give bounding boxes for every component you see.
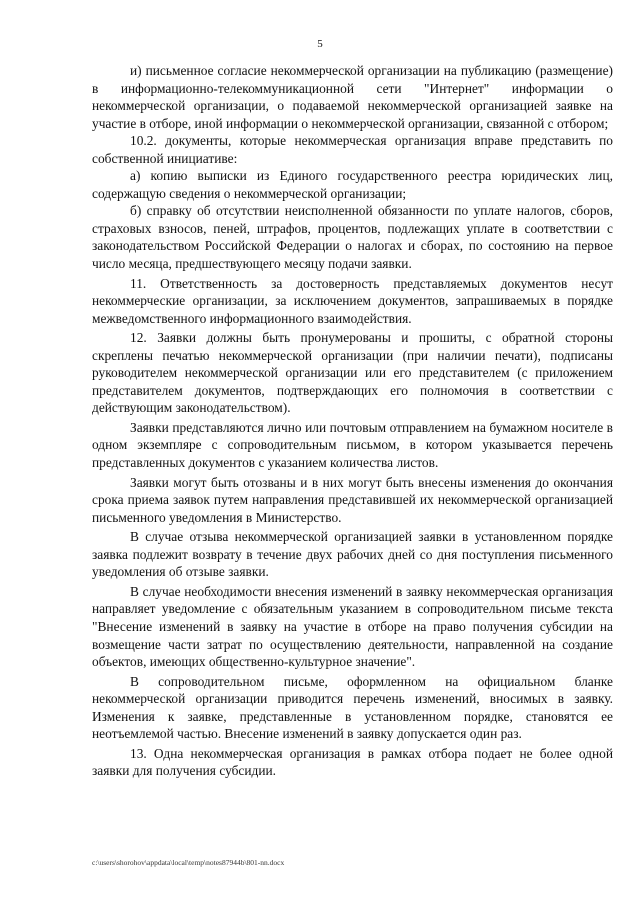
paragraph-10-2: 10.2. документы, которые некоммерческая организация вправе представить по собственной инициативе: bbox=[92, 133, 613, 166]
paragraph-cover-letter: В сопроводительном письме, оформленном на официальном бланке некоммерческой организации приводится перечень изменений, вносимых в заявку. Изменения к заявке, представленные в установленном порядке, становятся ее неотъемлемой частью. Внесение изменений в заявку допускается один раз. bbox=[92, 673, 613, 742]
document-body bbox=[92, 62, 613, 780]
paragraph-return: В случае отзыва некоммерческой организацией заявки в установленном порядке заявка подлежит возврату в течение двух рабочих дней со дня поступления письменного уведомления об отзыве заявки. bbox=[92, 529, 613, 580]
paragraph-11: 11. Ответственность за достоверность представляемых документов несут некоммерческие организации, за исключением документов, запрашиваемых в порядке межведомственного информационного взаимодействия. bbox=[92, 275, 613, 326]
paragraph-10-2-b: б) справку об отсутствии неисполненной обязанности по уплате налогов, сборов, страховых взносов, пеней, штрафов, процентов, подлежащих уплате в соответствии с законодательством Российской Федерации о налогах и сборах, по состоянию на первое число месяца, предшествующего месяцу подачи заявки. bbox=[92, 203, 613, 272]
paragraph-10-2-a: а) копию выписки из Единого государственного реестра юридических лиц, содержащую сведения о некоммерческой организации; bbox=[92, 168, 613, 201]
paragraph-12: 12. Заявки должны быть пронумерованы и прошиты, с обратной стороны скреплены печатью некоммерческой организации (при наличии печати), подписаны руководителем некоммерческой организации или его представителем (с приложением представителем документов, подтверждающих его полномочия в соответствии с действующим законодательством). bbox=[92, 330, 613, 416]
paragraph-withdrawal: Заявки могут быть отозваны и в них могут быть внесены изменения до окончания срока приема заявок путем направления представившей их некоммерческой организацией письменного уведомления в Министерство. bbox=[92, 474, 613, 525]
paragraph-changes: В случае необходимости внесения изменений в заявку некоммерческая организация направляет уведомление с обязательным указанием в сопроводительном письме текста "Внесение изменений в заявку на участие в отборе на право получения субсидии на возмещение части затрат по осуществлению деятельности, направленной на создание объектов, имеющих общественно-культурное значение". bbox=[92, 583, 613, 670]
paragraph-consent: и) письменное согласие некоммерческой организации на публикацию (размещение) в информационно-телекоммуникационной сети "Интернет" информации о некоммерческой организации, о подаваемой некоммерческой организацией заявке на участие в отборе, иной информации о некоммерческой организации, связанной с отбором; bbox=[92, 63, 613, 131]
paragraph-13: 13. Одна некоммерческая организация в рамках отбора подает не более одной заявки для получения субсидии. bbox=[92, 745, 613, 779]
paragraph-submission: Заявки представляются лично или почтовым отправлением на бумажном носителе в одном экземпляре с сопроводительным письмом, в котором указывается перечень представленных документов с указанием количества листов. bbox=[92, 419, 613, 471]
page-number: 5 bbox=[317, 38, 323, 50]
footer-file-path: c:\users\shorohov\appdata\local\temp\notes87944b\801-nn.docx bbox=[92, 858, 285, 867]
